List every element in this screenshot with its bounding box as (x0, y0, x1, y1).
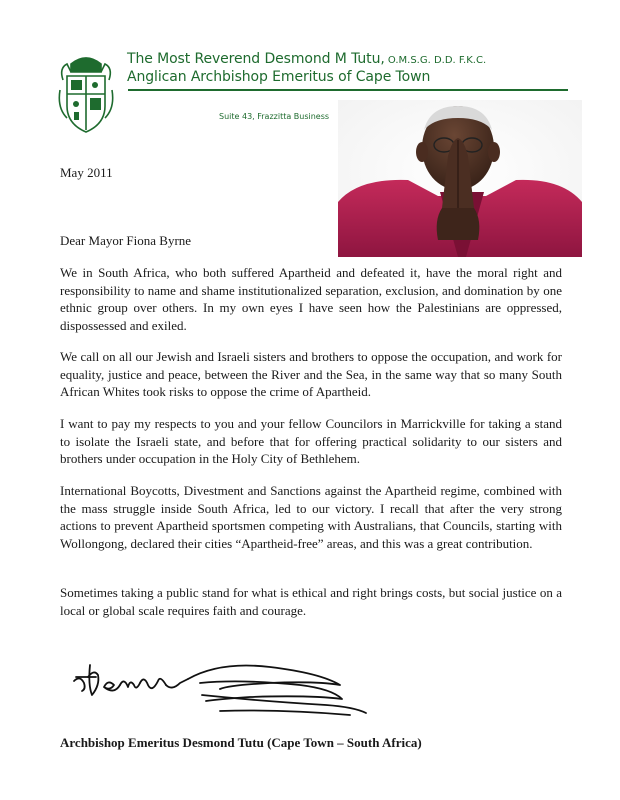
coat-of-arms-icon (57, 50, 115, 134)
handwritten-signature (70, 655, 370, 725)
letterhead-title: Anglican Archbishop Emeritus of Cape Town (127, 69, 431, 85)
letter-date: May 2011 (60, 165, 113, 180)
letterhead-address: Suite 43, Frazzitta Business (219, 112, 330, 121)
letterhead-divider (128, 89, 568, 91)
letterhead-name (127, 51, 486, 67)
letterhead-name-text: The Most Reverend Desmond M Tutu, (127, 51, 385, 67)
letter-paragraph: We call on all our Jewish and Israeli sisters and brothers to oppose the occupation, and work for equality, justice and peace, between the River and the Sea, in the same way that so many South African Whites took risks to oppose the crime of Apartheid. (60, 349, 562, 399)
letter-paragraph: I want to pay my respects to you and your fellow Councilors in Marrickville for taking a stand to isolate the Israeli state, and before that for offering practical solidarity to our sisters and brothers under occupation in the Holy City of Bethlehem. (60, 416, 562, 466)
letter-signoff: Archbishop Emeritus Desmond Tutu (Cape Town – South Africa) (60, 735, 422, 750)
letter-salutation: Dear Mayor Fiona Byrne (60, 233, 192, 248)
portrait-photo (338, 100, 582, 257)
letter-paragraph: We in South Africa, who both suffered Apartheid and defeated it, have the moral right and responsibility to name and shame institutionalized separation, exclusion, and domination by one ethnic group over others. In my own eyes I have seen how the Palestinians are oppressed, dispossessed and exiled. (60, 265, 562, 333)
letterhead-honours: O.M.S.G. D.D. F.K.C. (384, 55, 487, 66)
letter-paragraph: Sometimes taking a public stand for what is ethical and right brings costs, but social justice on a local or global scale requires faith and courage. (60, 585, 562, 618)
letter-paragraph: International Boycotts, Divestment and Sanctions against the Apartheid regime, combined with the mass struggle inside South Africa, led to our victory. I recall that after the very strong actions to prevent Apartheid sportsmen competing with Australians, that Councils, starting with Wollongong, declared their cities “Apartheid-free” areas, and this was a great contribution. (60, 483, 562, 551)
